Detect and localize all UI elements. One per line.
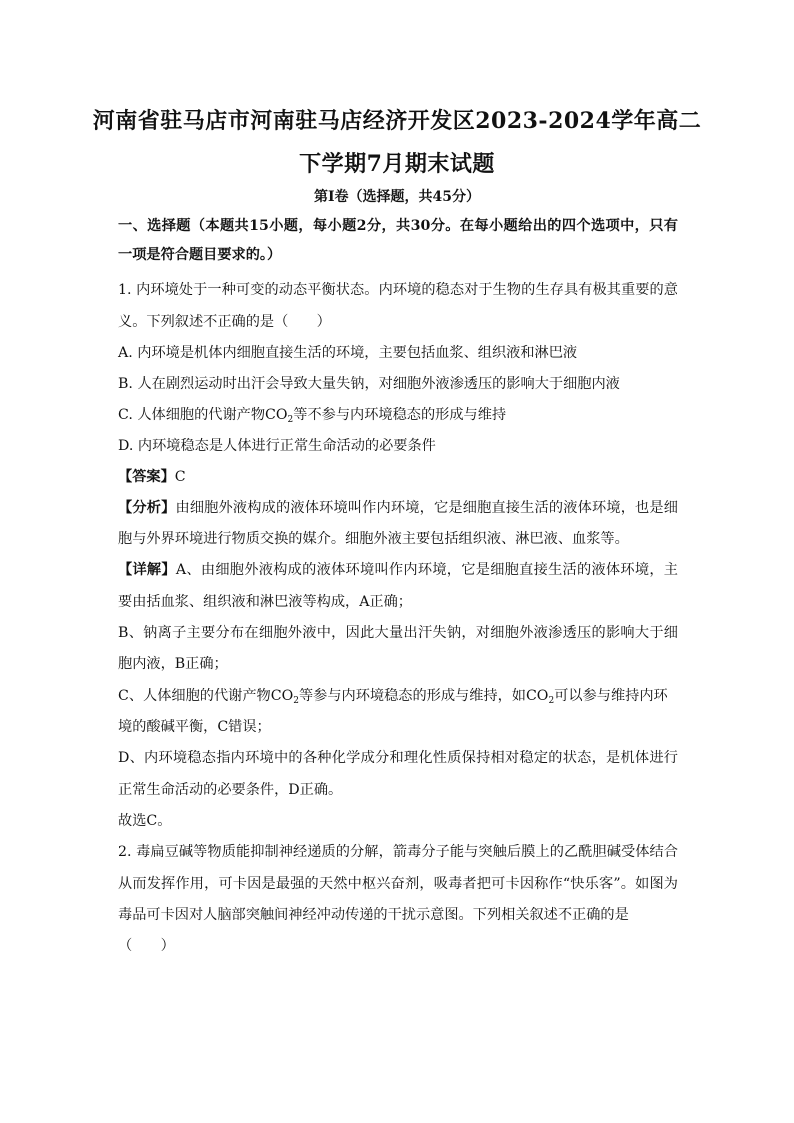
q1-detail-line-7: D、内环境稳态指内环境中的各种化学成分和理化性质保持相对稳定的状态，是机体进行 <box>118 750 678 766</box>
q1-option-c-text: C. 人体细胞的代谢产物CO <box>118 407 288 423</box>
q1-option-c-text-end: 等不参与内环境稳态的形成与维持 <box>293 407 507 423</box>
q1-option-b: B. 人在剧烈运动时出汗会导致大量失钠，对细胞外液渗透压的影响大于细胞内液 <box>118 376 620 392</box>
detail-5-text-a: C、人体细胞的代谢产物CO <box>118 688 294 704</box>
q2-stem-line-3: 毒品可卡因对人脑部突触间神经冲动传递的干扰示意图。下列相关叙述不正确的是 <box>118 907 629 923</box>
analysis-label: 【分析】 <box>118 500 176 516</box>
detail-label: 【详解】 <box>118 562 176 578</box>
detail-5-subscript-1: 2 <box>293 696 299 706</box>
q1-detail-line-2: 要由括血浆、组织液和淋巴液等构成，A正确； <box>118 594 412 610</box>
detail-5-text-c: 可以参与维持内环 <box>554 688 668 704</box>
q1-detail-line-4: 胞内液，B正确； <box>118 656 228 672</box>
q1-conclusion: 故选C。 <box>118 813 172 829</box>
q1-detail-line-5 <box>118 686 678 706</box>
q1-analysis-line-1 <box>118 498 678 518</box>
answer-label: 【答案】 <box>118 469 175 485</box>
q1-option-c-subscript: 2 <box>287 415 294 425</box>
q1-option-d: D. 内环境稳态是人体进行正常生命活动的必要条件 <box>118 438 436 454</box>
q2-stem-line-1: 2. 毒扁豆碱等物质能抑制神经递质的分解，箭毒分子能与突触后膜上的乙酰胆碱受体结合 <box>118 844 678 860</box>
q1-detail-line-3: B、钠离子主要分布在细胞外液中，因此大量出汗失钠，对细胞外液渗透压的影响大于细 <box>118 625 678 641</box>
q2-stem-line-4: （ ） <box>118 938 175 954</box>
document-title-line-2: 下学期7月期末试题 <box>299 151 495 177</box>
q2-stem-line-2: 从而发挥作用，可卡因是最强的天然中枢兴奋剂，吸毒者把可卡因称作“快乐客”。如图为 <box>118 876 678 892</box>
part-heading-line-2: 一项是符合题目要求的。） <box>118 247 282 263</box>
q1-stem-line-1: 1. 内环境处于一种可变的动态平衡状态。内环境的稳态对于生物的生存具有极其重要的意 <box>118 282 678 298</box>
q1-option-c <box>118 405 678 425</box>
detail-5-text-b: 等参与内环境稳态的形成与维持，如CO <box>298 688 549 704</box>
q1-option-a: A. 内环境是机体内细胞直接生活的环境，主要包括血浆、组织液和淋巴液 <box>118 345 578 361</box>
answer-value: C <box>174 469 186 485</box>
q1-analysis-line-2: 胞与外界环境进行物质交换的媒介。细胞外液主要包括组织液、淋巴液、血浆等。 <box>118 531 629 547</box>
q1-answer <box>118 467 678 487</box>
document-title-line-1: 河南省驻马店市河南驻马店经济开发区2023-2024学年高二 <box>92 108 702 134</box>
section-heading: 第Ⅰ卷（选择题，共45分） <box>313 189 481 205</box>
detail-5-subscript-2: 2 <box>548 696 555 706</box>
q1-detail-line-8: 正常生命活动的必要条件，D正确。 <box>118 782 343 798</box>
q1-stem-line-2: 义。下列叙述不正确的是（ ） <box>118 314 331 330</box>
q1-detail-line-1 <box>118 560 678 580</box>
analysis-text: 由细胞外液构成的液体环境叫作内环境，它是细胞直接生活的液体环境，也是细 <box>175 500 678 516</box>
detail-text: A、由细胞外液构成的液体环境叫作内环境，它是细胞直接生活的液体环境，主 <box>175 562 678 578</box>
part-heading-line-1: 一、选择题（本题共15小题，每小题2分，共30分。在每小题给出的四个选项中，只有 <box>118 218 678 234</box>
q1-detail-line-6: 境的酸碱平衡，C错误； <box>118 719 271 735</box>
